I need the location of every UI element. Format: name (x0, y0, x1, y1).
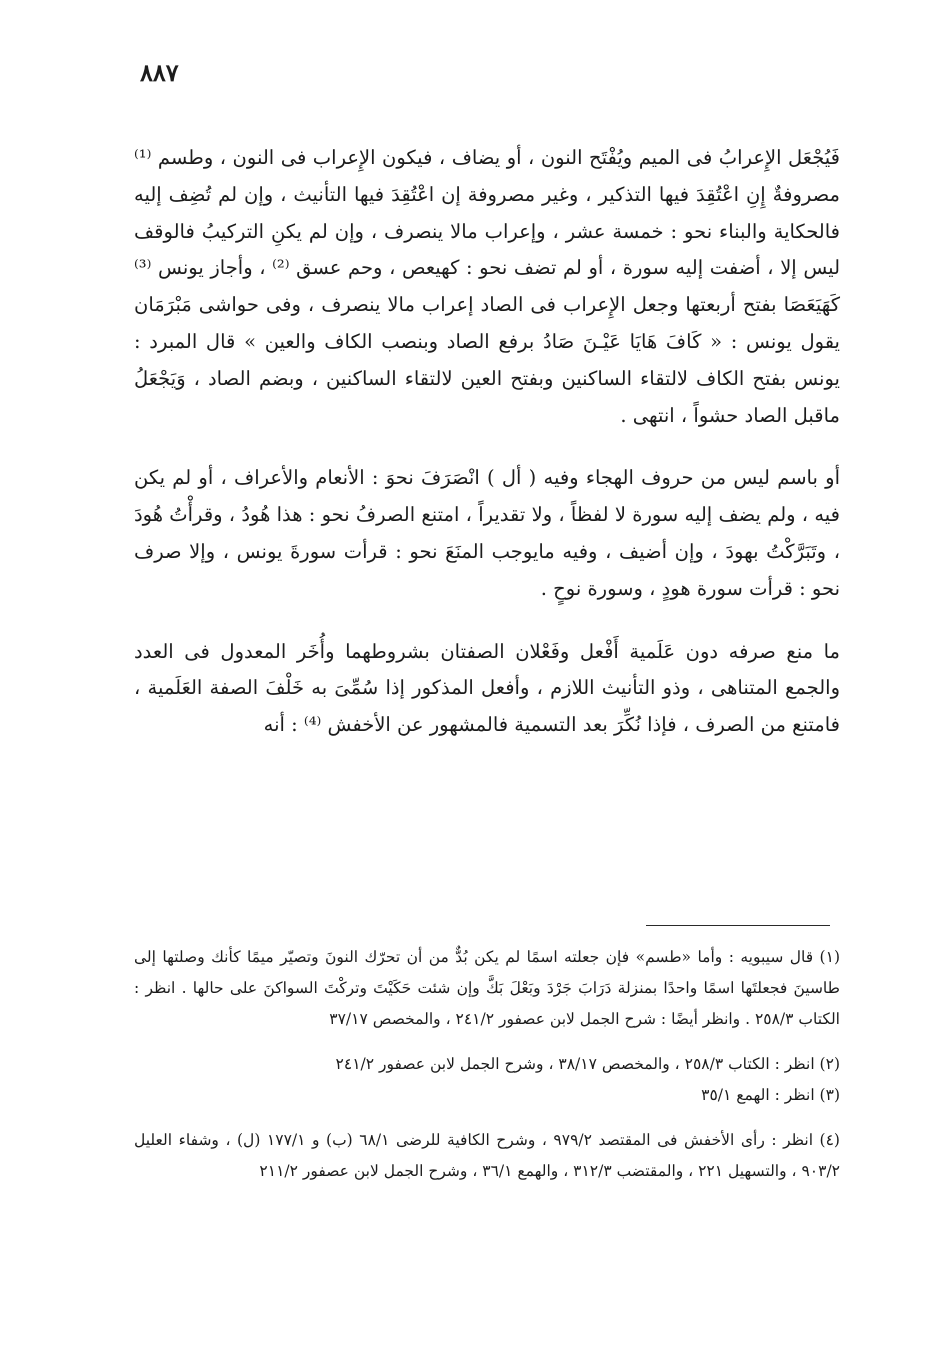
footnote-1: (١) قال سيبويه : وأما «طسم» فإن جعلته اسمًا لم يكن بُدٌّ من أن تحرّك النونَ وتصيّر ميمًا كأنك وصلتها إلى طاسينَ فجعلتَها اسمًا واحدًا بمنزلة دَرَابَ جَرْدَ وبَعْلَ بَكَّ وإن شئت حَكَيْتَ وتركْتَ السواكنَ على حالها . انظر : الكتاب ٢٥٨/٣ . وانظر أيضًا : شرح الجمل لابن عصفور ٢٤١/٢ ، والمخصص ٣٧/١٧ (134, 948, 840, 1028)
footnote-separator (646, 925, 830, 926)
page-number: ٨٨٧ (140, 58, 179, 87)
footnote-4: (٤) انظر : رأى الأخفش فى المقتصد ٩٧٩/٢ ، وشرح الكافية للرضى ٦٨/١ (ب) و ١٧٧/١ (ل) ، وشفاء العليل ٩٠٣/٢ ، والتسهيل ٢٢١ ، والمقتضب ٣١٢/٣ ، والهمع ٣٦/١ ، وشرح الجمل لابن عصفور ٢١١/٢ (134, 1131, 840, 1180)
footnote-2: (٢) انظر : الكتاب ٢٥٨/٣ ، والمخصص ٣٨/١٧ ، وشرح الجمل لابن عصفور ٢٤١/٢ (335, 1055, 840, 1073)
footnotes (134, 942, 840, 1187)
paragraph-3: ما منع صرفه دون عَلَمية أَفْعل وفَعْلان الصفتان بشروطهما وأُخَر المعدول فى العدد والجمع المتناهى ، وذو التأنيث اللازم ، وأفعل المذكور إذا سُمِّىَ به خَلْفَ الصفة العَلَمية ، فامتنع من الصرف ، فإذا نُكِّرَ بعد التسمية فالمشهور عن الأخفش ⁽⁴⁾ : أنه (134, 639, 840, 737)
paragraph-2: أو باسم ليس من حروف الهجاء وفيه ( أل ) انْصَرَفَ نحوَ : الأنعام والأعراف ، أو لم يكن فيه ، ولم يضف إليه سورة لا لفظاً ، ولا تقديراً ، امتنع الصرفُ نحو : هذا هُودُ ، وقرأْتُ هُودَ ، وتَبَرَّكْتُ بهودَ ، وإن أضيف ، وفيه مايوجب المنَعَ نحو : قرأت سورةَ يونس ، وإلا صرف نحو : قرأت سورة هودٍ ، وسورة نوحٍ . (134, 466, 840, 600)
main-text (134, 140, 840, 744)
paragraph-1: فَيُجْعَل الإِعرابُ فى الميم ويُفْتَح النون ، أو يضاف ، فيكون الإِعراب فى النون ، وطسم ⁽¹⁾ مصروفةٌ إِنِ اعْتُقِدَ فيها التذكير ، وغير مصروفة إن اعْتُقِدَ فيها التأنيث ، وإن لم تُضِف إليه فالحكاية والبناء نحو : خمسة عشر ، وإعراب مالا ينصرف ، وإن لم يكنِ التركيبُ فالوقف ليس إلا ، أضفت إليه سورة ، أو لم تضف نحو : كهيعص ، وحم عسق ⁽²⁾ ، وأجاز يونس ⁽³⁾ كَهَيَعَصَا بفتح أربعتها وجعل الإِعراب فى الصاد إعراب مالا ينصرف ، وفى حواشى مَبْرَمَان يقول يونس : « كَافَ هَايَا عَيْـنَ صَادُ برفع الصاد وبنصب الكاف والعين » قال المبرد : يونس بفتح الكاف لالتقاء الساكنين وبفتح العين لالتقاء الساكنين ، وبضم الصاد ، وَيَجْعَلُ ماقبل الصاد حشواً ، انتهى . (134, 146, 841, 427)
footnote-3: (٣) انظر : الهمع ٣٥/١ (701, 1086, 840, 1104)
